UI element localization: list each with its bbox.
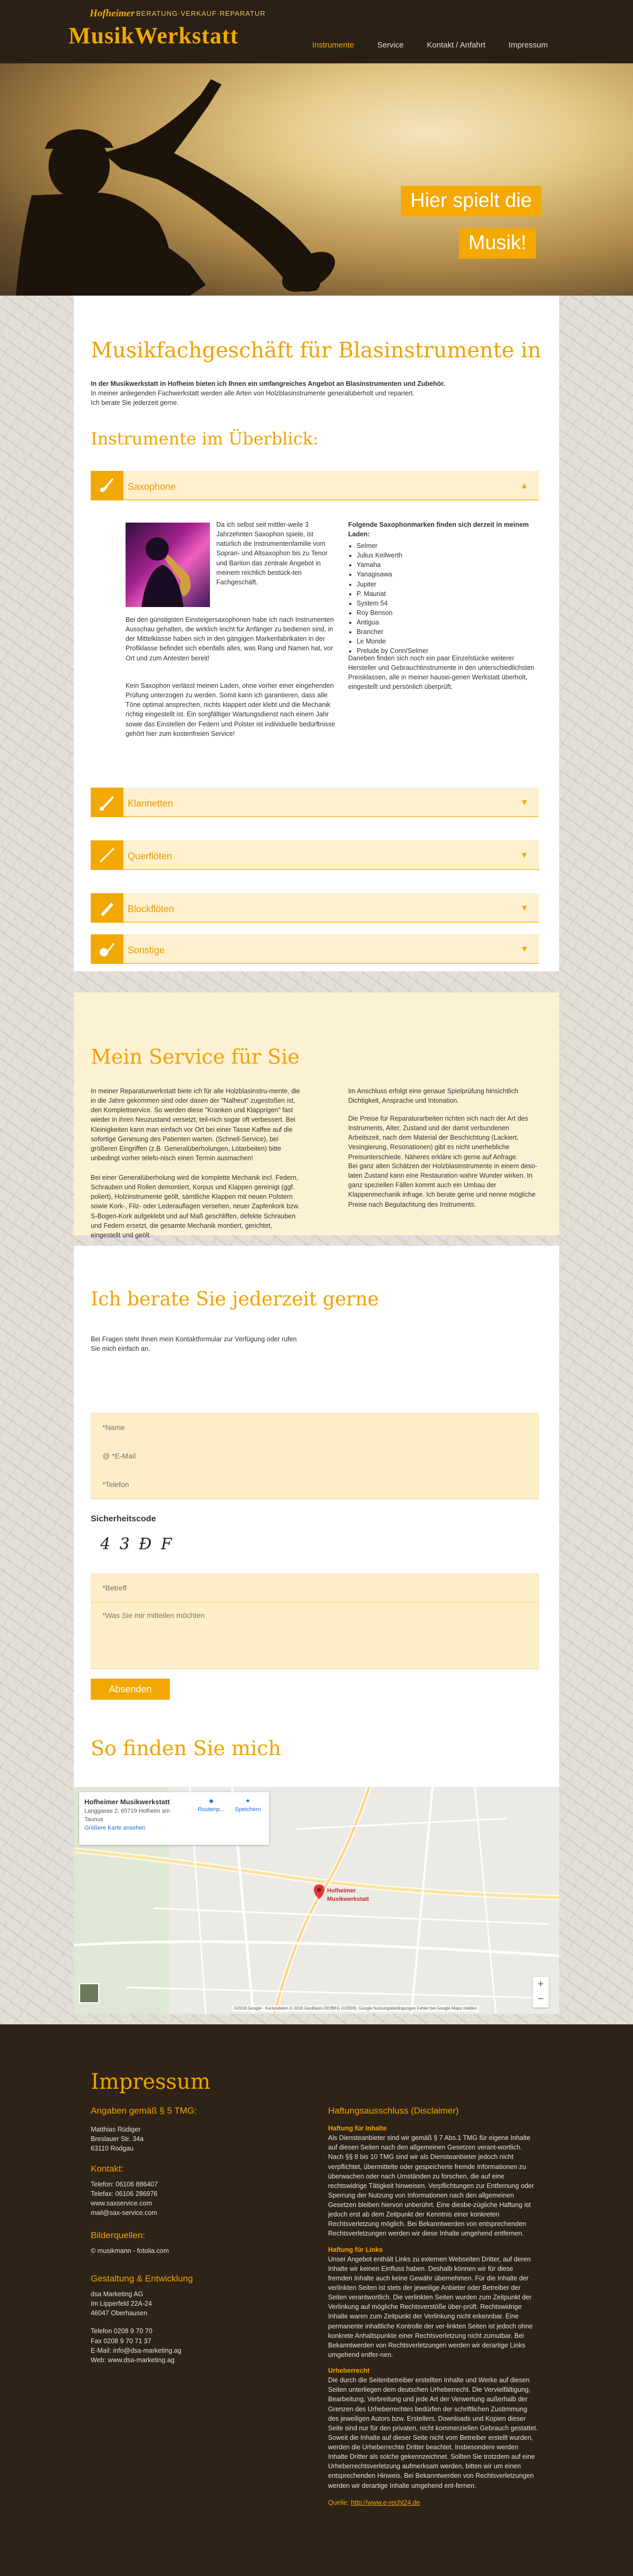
gestaltung-title: Gestaltung & Entwicklung [91, 2274, 193, 2284]
sax-text-1: Da ich selbst seit mittler-weile 3 Jahrzehnten Saxophon spiele, ist natürlich die Instrumentenfamilie vom Sopran- und Altsaxophon bis zu Tenor und Bariton das zentrale Angebot in meinem reichlich bestück-ten Fachgeschäft. [216, 521, 328, 586]
hero-slogan-line2: Musik! [459, 228, 536, 259]
address-line: Matthias Rüdiger [91, 2126, 141, 2133]
message-textarea[interactable] [91, 1603, 539, 1669]
map-card-address2: Taunus [84, 1816, 103, 1823]
address-line: Breslauer Str. 34a [91, 2135, 144, 2143]
service-left-1: In meiner Reparaturwerkstatt biete ich für alle Holzblasinstru-mente, die in die Jahre gekommen sind oder dasen der "Nalheut" zugestoßen ist, den Komplettservice. So werden diese "Kranken und Klapprigen" fast wieder in ihren Neuzustand versetzt, teil-nich sogar oft verbessert. Bei Kleinigkeiten kann man einfach vor Ort bei einer Tasse Kaffee auf die sofortige Genesung des Patienten warten. (Schnell-Service), bei größeren Eingriffen (z.B. Generalüberholungen, Lötarbeiten) bitte unbedingt vorher telefo-nisch einen Termin ausmachen! [91, 1087, 300, 1162]
list-item: • Julius Keilwerth [357, 551, 538, 560]
larger-map-link[interactable]: Größere Karte ansehen [84, 1824, 146, 1831]
gestaltung-line: Fax 0208 9 70 71 37 [91, 2337, 151, 2345]
kontakt-title: Kontakt: [91, 2164, 124, 2174]
list-item: • Yamaha [357, 560, 538, 570]
nav-instrumente[interactable]: Instrumente [312, 41, 354, 50]
impressum-footer [0, 2024, 633, 2576]
name-field[interactable] [91, 1413, 539, 1442]
accordion-label: Saxophone [128, 481, 176, 492]
bilder-title: Bilderquellen: [91, 2230, 146, 2240]
tmg-title: Angaben gemäß § 5 TMG: [91, 2106, 197, 2116]
phone-field[interactable] [91, 1470, 539, 1499]
map-card-title: Hofheimer Musikwerkstatt [84, 1798, 170, 1806]
service-right-3: Bei ganz alten Schätzen der Holzblasinstrumente in einem deso-laten Zustand kann eine Restauration wahre Wunder wirken. In ganz speziellen Fällen kommt auch ein Umbau der Klappenmechanik infrage. Ich berate gerne und nenne mögliche Preise nach Begutachtung des Instruments. [348, 1162, 538, 1208]
bilder-text: © musikmann - fotolia.com [91, 2247, 169, 2255]
intro-lead: In der Musikwerkstatt in Hofheim bieten ich Ihnen ein umfangreiches Angebot an Blasinstrumenten und Zubehör. [91, 380, 445, 387]
brands-list [348, 541, 538, 656]
gestaltung-line: Im Lipperfeld 22A-24 [91, 2300, 152, 2308]
list-item: • Le Monde [357, 637, 538, 646]
logo-tagline: BERATUNG·VERKAUF·REPARATUR [136, 10, 266, 17]
main-nav [301, 40, 559, 52]
sax-text-2: Bei den günstigsten Einsteigersaxophonen habe ich nach Instrumenten Ausschau gehalten, die wirklich leicht für Anfänger zu bedienen sind, in der Mittelklasse haben sich in den gängigen Markenfabrikaten in der Profiklasse befindet sich ebenfalls alles, was Rang und Namen hat, vor Ort und zum Antesten bereit! [126, 616, 334, 662]
map-attribution: ©2016 Google · Kartendaten © 2016 GeoBasis-DE/BKG (©2009), Google Nutzungsbedingungen Fehler bei Google Maps melden [232, 2005, 479, 2012]
nav-kontakt[interactable]: Kontakt / Anfahrt [427, 41, 486, 50]
chevron-down-icon: ▼ [520, 904, 529, 913]
list-item: • Selmer [357, 541, 538, 551]
saxophone-icon [91, 471, 123, 500]
chevron-down-icon: ▼ [520, 945, 529, 954]
website-link[interactable]: www.saxservice.com [91, 2200, 152, 2208]
satellite-toggle[interactable] [79, 1983, 99, 2003]
zoom-controls[interactable] [533, 1977, 549, 2007]
message-field[interactable] [91, 1603, 539, 1669]
map-card-address1: Langgasse 2, 65719 Hofheim am [84, 1807, 170, 1814]
gestaltung-email[interactable]: E-Mail: info@dsa-marketing.ag [91, 2346, 181, 2354]
fax-text: Telefax: 06106 286976 [91, 2190, 158, 2198]
list-item: • Jupiter [357, 580, 538, 589]
haftung-links-text: Unser Angebot enthält Links zu externen Webseiten Dritter, auf deren Inhalte wir keinen Einfluss haben. Deshalb können wir für diese fremden Inhalte auch keine Gewähr übernehmen. Für die Inhalte der verlinkten Seiten ist stets der jeweilige Anbieter oder Betreiber der Seiten verantwortlich. Die verlinkten Seiten wurden zum Zeitpunkt der Verlinkung auf mögliche Rechtsverstöße über-prüft. Rechtswidrige Inhalte waren zum Zeitpunkt der Verlinkung nicht erkennbar. Eine permanente inhaltliche Kontrolle der ver-linkten Seiten ist jedoch ohne konkrete Anhaltspunkte einer Rechtsverletzung nicht zumutbar. Bei Bekanntwerden von Rechtsverletzungen werden wir derartige Links umgehend entfer-nen. [328, 2255, 533, 2359]
haftung-block [328, 2124, 539, 2507]
contact-title: Ich berate Sie jederzeit gerne [91, 1289, 379, 1310]
urheberrecht-title: Urheberrecht [328, 2367, 370, 2374]
list-item: • Prelude by Conn/Selmer [357, 646, 538, 656]
gestaltung-line [91, 2318, 291, 2326]
nav-service[interactable]: Service [377, 41, 404, 50]
logo-main-text: MusikWerkstatt [69, 23, 238, 49]
name-input[interactable] [91, 1413, 539, 1442]
list-item: • Brancher [357, 627, 538, 637]
accordion-saxophone[interactable] [91, 471, 539, 500]
sax-text-3: Kein Saxophon verlässt meinen Laden, ohne vorher einer eingehenden Prüfung unterzogen zu werden. Somit kann ich garantieren, dass alle Töne optimal ansprechen, nichts klappert oder klebt und die Mechanik richtig eingestellt ist. Ein sorgfältiger Wartungsdienst nach einem Jahr sowie das Einstellen der Federn und Polster ist individuelle bedürftnisse gehört hier zum kostenfreien Service! [126, 682, 335, 737]
recorder-icon [91, 893, 123, 923]
accordion-klarinetten[interactable] [91, 788, 539, 817]
accordion-label: Klarinetten [128, 798, 174, 809]
chevron-up-icon: ▲ [520, 481, 529, 490]
logo-top-text: Hofheimer [90, 8, 135, 19]
intro-text2: Ich berate Sie jederzeit gerne. [91, 399, 179, 406]
map-marker-icon[interactable] [314, 1884, 324, 1899]
subject-input[interactable] [91, 1573, 539, 1602]
phone-text: Telefon: 06106 886407 [91, 2181, 158, 2188]
address-block [91, 2125, 291, 2153]
accordion-sonstige[interactable] [91, 934, 539, 964]
gestaltung-line: Telefon 0208 9 70 70 [91, 2327, 152, 2335]
captcha-title: Sicherheitscode [91, 1514, 156, 1523]
gestaltung-block [91, 2289, 291, 2365]
intro-text1: In meiner anliegenden Fachwerkstatt werden alle Arten von Holzblasinstrumente generalüberholt und repariert. [91, 390, 415, 397]
sax-player-image [126, 523, 210, 607]
haftung-links-title: Haftung für Links [328, 2246, 383, 2253]
service-left-2: Bei einer Generalüberholung wird die komplette Mechanik incl. Federn, Schrauben und Rollen demontiert, Korpus und Klappen gereinigt (ggf. poliert), Holzinstrumente geölt, sämtliche Klappen mit neuen Polstern sowie Kork-, Filz- oder Lederauflagen versehen, neuer Zapfenkork bzw. S-Bogen-Kork aufgeklebt und auf Maß geschliffen, defekte Schrauben und Federn ersetzt, die gesamte Mechanik montiert, gerichtet, eingestellt und geölt. [91, 1174, 300, 1239]
phone-input[interactable] [91, 1470, 539, 1499]
map-marker-label: Hofheimer Musikwerkstatt [327, 1888, 369, 1902]
accordion-label: Blockflöten [128, 904, 175, 914]
page-title: Musikfachgeschäft für Blasinstrumente in [91, 338, 541, 363]
accordion-label: Sonstige [128, 945, 165, 955]
accordion-blockfloeten[interactable] [91, 893, 539, 923]
email-link[interactable]: mail@sax-service.com [91, 2209, 157, 2217]
subject-field[interactable] [91, 1573, 539, 1603]
hero-banner [0, 63, 633, 296]
chevron-down-icon: ▼ [520, 851, 529, 860]
instruments-title: Instrumente im Überblick: [91, 429, 319, 449]
brands-title: Folgende Saxophonmarken finden sich derzeit in meinem Laden: [348, 521, 529, 538]
haftung-title: Haftungsausschluss (Disclaimer) [328, 2106, 459, 2116]
flute-icon [91, 840, 123, 870]
list-item: • System 54 [357, 599, 538, 608]
location-title: So finden Sie mich [91, 1737, 281, 1760]
quelle-label: Quelle: [328, 2498, 349, 2506]
google-map[interactable] [74, 1787, 559, 2014]
zoom-out-icon[interactable]: − [538, 1993, 544, 2005]
email-field[interactable] [91, 1441, 539, 1471]
list-item: • Yanagisawa [357, 570, 538, 579]
urheberrecht-text: Die durch die Seitenbetreiber erstellten Inhalte und Werke auf diesen Seiten unterliegen dem deutschen Urheberrecht. Die Vervielfältigung, Bearbeitung, Verbreitung und jede Art der Verwertung außerhalb der Grenzen des Urheberrechtes bedürfen der schriftlichen Zustimmung des jeweiligen Autors bzw. Erstellers. Downloads und Kopien dieser Seite sind nur für den privaten, nicht kommerziellen Gebrauch gestattet. Soweit die Inhalte auf dieser Seite nicht vom Betreiber erstellt wurden, werden die Urheberrechte Dritter beachtet. Insbesondere werden Inhalte Dritter als solche gekennzeichnet. Sollten Sie trotzdem auf eine Urheberrechtsverletzung aufmerksam werden, bitten wir um einen entsprechenden Hinweis. Bei Bekanntwerden von Rechtsverletzungen werden wir derartige Inhalte umgehend ent-fernen. [328, 2376, 538, 2489]
instruments-misc-icon [91, 934, 123, 964]
gestaltung-line: dsa Marketing AG [91, 2290, 143, 2298]
save-label: Speichern [235, 1806, 261, 1813]
saxophone-photo [126, 523, 210, 607]
chevron-down-icon: ▼ [520, 798, 529, 807]
directions-icon: ◆ [209, 1798, 214, 1804]
zoom-in-icon[interactable]: + [538, 1978, 544, 1990]
haftung-inhalte-title: Haftung für Inhalte [328, 2125, 387, 2132]
haftung-inhalte-text: Als Diensteanbieter sind wir gemäß § 7 Abs.1 TMG für eigene Inhalte auf diesen Seiten nach den allgemeinen Gesetzen verant-wortlich. Nach §§ 8 bis 10 TMG sind wir als Diensteanbieter jedoch nicht verpflichtet, übermittelte oder gespeicherte fremde Informationen zu überwachen oder nach Umständen zu forschen, die auf eine rechtswidrige Tätigkeit hinweisen. Verpflichtungen zur Entfernung oder Sperrung der Nutzung von Informationen nach den allgemeinen Gesetzen bleiben hiervon unberührt. Eine diesbe-zügliche Haftung ist jedoch erst ab dem Zeitpunkt der Kenntnis einer konkreten Rechtsverletzung möglich. Bei Bekanntwerden von entsprechenden Rechtsverletzungen werden wir diese Inhalte umgehend entfernen. [328, 2134, 534, 2238]
kontakt-block [91, 2180, 291, 2218]
accordion-label: Querflöten [128, 851, 172, 861]
email-input[interactable] [91, 1441, 539, 1470]
gestaltung-line: 46047 Oberhausen [91, 2309, 148, 2317]
captcha-image: 4 3 Ɖ F [100, 1535, 174, 1554]
address-line: 63110 Rodgau [91, 2145, 134, 2153]
quelle-link[interactable]: http://www.e-recht24.de [351, 2498, 420, 2506]
saxophonist-silhouette [0, 63, 633, 296]
map-info-card [79, 1792, 269, 1845]
service-right-2: Die Preise für Reparaturarbeiten richten sich nach der Art des Instruments, Alter, Zustand und der damit verbundenen Arbeitszeit, nach dem Material der Beschichtung (Lackiert, Vesingierung, Resonationen) gibt es nicht unerhebliche Preisunterschiede. Näheres erkläre ich gerne auf Anfrage. [348, 1115, 529, 1161]
clarinet-icon [91, 788, 123, 817]
quelle-line [328, 2498, 539, 2507]
nav-impressum[interactable]: Impressum [509, 41, 548, 50]
route-button[interactable] [198, 1797, 225, 1814]
list-item: • P. Mauriat [357, 589, 538, 599]
route-label: Routenp... [198, 1806, 225, 1813]
service-right-1: Im Anschluss erfolgt eine genaue Spielprüfung hinsichtlich Dichtigkeit, Ansprache und Intonation. [348, 1087, 519, 1105]
logo[interactable] [69, 6, 266, 54]
star-icon: ★ [245, 1798, 251, 1804]
sax-text-4: Daneben finden sich noch ein paar Einzelstücke weiterer Hersteller und Gebrauchtinstrumente in den unterschiedlichsten Preisklassen, alle in meiner hausei-genen Werkstatt überholt, eingestellt und persönlich überprüft. [348, 655, 534, 691]
service-title: Mein Service für Sie [91, 1045, 300, 1068]
submit-button[interactable]: Absenden [91, 1679, 170, 1700]
list-item: • Roy Benson [357, 608, 538, 618]
list-item: • Antigua [357, 618, 538, 627]
contact-text: Bei Fragen steht Ihnen mein Kontaktformular zur Verfügung oder rufen Sie mich einfach an. [91, 1336, 297, 1353]
gestaltung-web[interactable]: Web: www.dsa-marketing.ag [91, 2356, 175, 2364]
hero-slogan-line1: Hier spielt die [401, 186, 541, 216]
save-button[interactable] [235, 1797, 261, 1814]
accordion-querfloeten[interactable] [91, 840, 539, 870]
site-header [0, 0, 633, 63]
impressum-title: Impressum [91, 2070, 210, 2094]
